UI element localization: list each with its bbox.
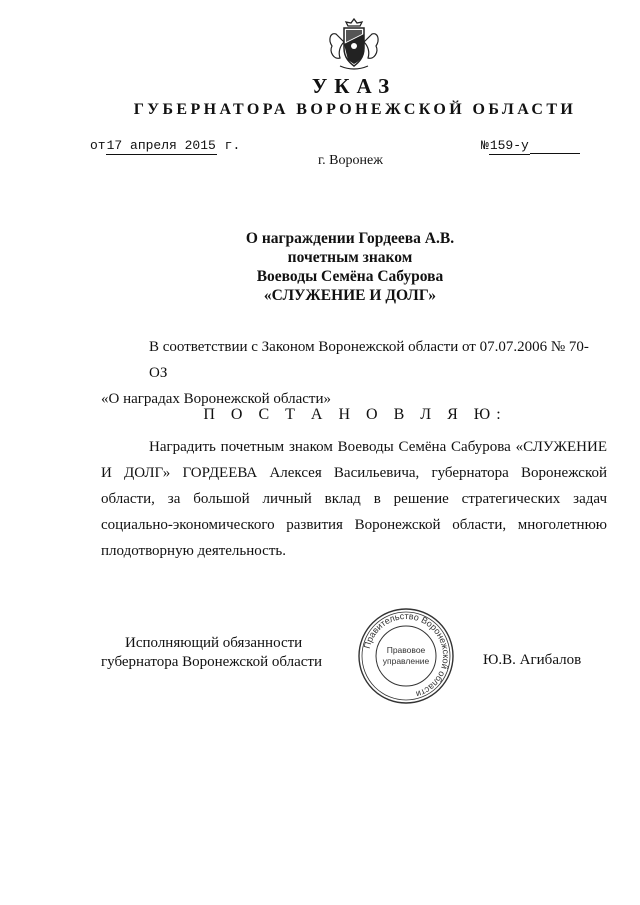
document-type: УКАЗ <box>311 74 397 98</box>
stamp-center-line: управление <box>382 656 430 666</box>
decree-body: Наградить почетным знаком Воеводы Семёна Сабурова «СЛУЖЕНИЕ И ДОЛГ» ГОРДЕЕВА Алексея Васильевича, губернатора Воронежской области, за большой личный вклад в решение стратегических задач социально-экономического развития Воронежской области, многолетнюю плодотворную деятельность. <box>101 439 607 559</box>
date-suffix: г. <box>224 138 241 153</box>
stamp-ring-text: Правительство Воронежской области <box>361 610 452 700</box>
number-prefix: № <box>481 138 489 153</box>
signatory-title-line: губернатора Воронежской области <box>101 654 322 670</box>
title-line: Воеводы Семёна Сабурова <box>256 268 444 285</box>
date-value: 17 апреля 2015 <box>106 138 216 153</box>
title-line: «СЛУЖЕНИЕ И ДОЛГ» <box>263 287 437 304</box>
document-city: г. Воронеж <box>318 153 383 168</box>
preamble <box>101 334 607 412</box>
signatory-title <box>101 634 361 672</box>
signatory-title-line: Исполняющий обязанности <box>125 635 303 651</box>
preamble-line: «О наградах Воронежской области» <box>101 391 332 407</box>
stamp-center-line: Правовое <box>386 645 426 655</box>
signatory-name: Ю.В. Агибалов <box>483 652 582 668</box>
number-value: 159-у <box>489 138 529 153</box>
title-line: почетным знаком <box>287 249 413 266</box>
number-underline <box>530 143 580 154</box>
document-title <box>160 229 540 305</box>
decree-word: П О С Т А Н О В Л Я Ю: <box>203 406 507 423</box>
date-prefix: от <box>90 138 106 153</box>
official-stamp <box>356 606 456 706</box>
title-line: О награждении Гордеева А.В. <box>245 230 455 247</box>
document-issuer: ГУБЕРНАТОРА ВОРОНЕЖСКОЙ ОБЛАСТИ <box>133 101 577 118</box>
coat-of-arms-icon <box>326 16 382 72</box>
preamble-line: В соответствии с Законом Воронежской области от 07.07.2006 № 70-ОЗ <box>149 339 589 381</box>
document-number <box>481 138 580 154</box>
document-date <box>90 138 240 153</box>
